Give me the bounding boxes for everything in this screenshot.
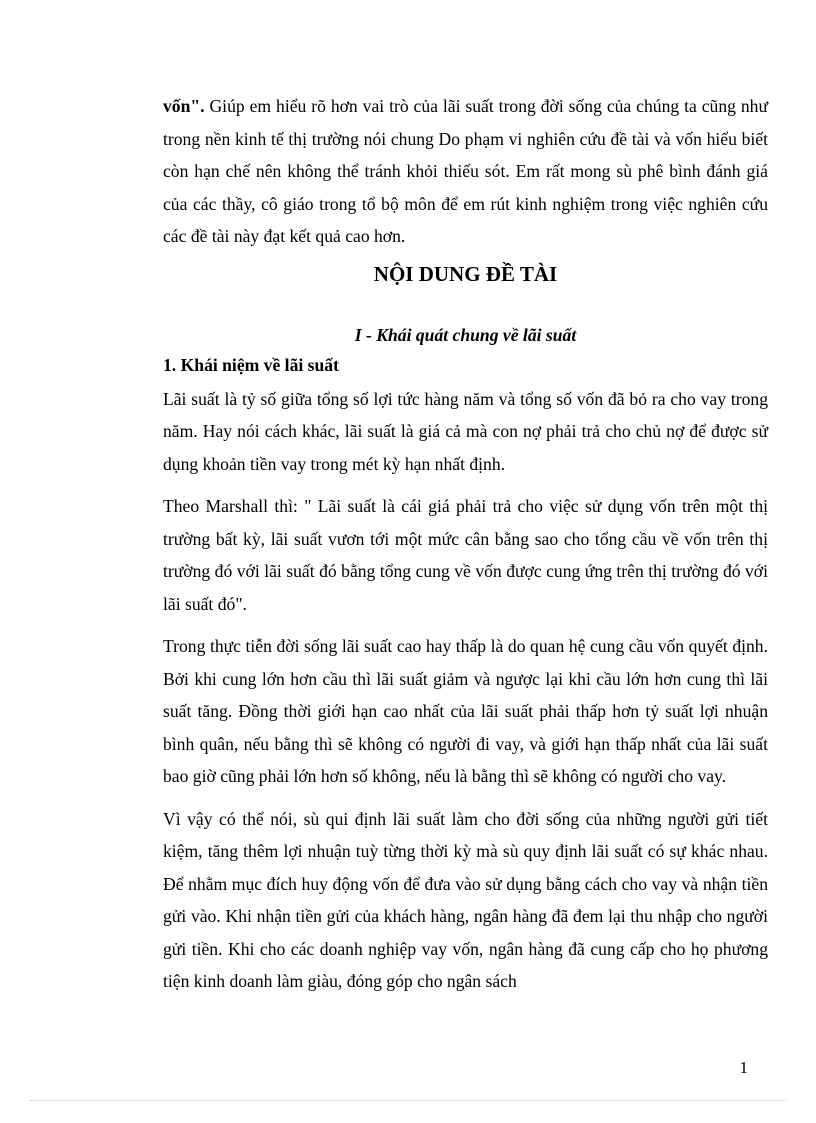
paragraph-definition: Lãi suất là tỷ số giữa tổng số lợi tức hàng năm và tổng số vốn đã bỏ ra cho vay trong năm. Hay nói cách khác, lãi suất là giá cả mà con nợ phải trả cho chủ nợ để được sử dụng khoản tiền vay trong mét kỳ hạn nhất định. <box>163 388 768 474</box>
intro-text: Giúp em hiểu rõ hơn vai trò của lãi suất trong đời sống của chúng ta cũng như trong nền kinh tế thị trường nói chung Do phạm vi nghiên cứu đề tài và vốn hiểu biết còn hạn chế nên không thể tránh khỏi thiếu sót. Em rất mong sù phê bình đánh giá của các thầy, cô giáo trong tổ bộ môn để em rút kinh nghiệm trong việc nghiên cứu các đề tài này đạt kết quả cao hơn. <box>163 96 768 246</box>
intro-paragraph <box>163 90 768 253</box>
intro-bold-lead: vốn". <box>163 96 205 116</box>
paragraph-marshall: Theo Marshall thì: " Lãi suất là cái giá phải trả cho việc sử dụng vốn trên một thị trường bất kỳ, lãi suất vươn tới một mức cân bằng sao cho tổng cầu về vốn trên thị trường đó với lãi suất đó bằng tổng cung về vốn được cung ứng trên thị trường đó với lãi suất đó". <box>163 496 768 614</box>
paragraph-regulation: Vì vậy có thể nói, sù qui định lãi suất làm cho đời sống của những người gửi tiết kiệm, tăng thêm lợi nhuận tuỳ từng thời kỳ mà sù quy định lãi suất có sự khác nhau. Để nhằm mục đích huy động vốn để đưa vào sử dụng bằng cách cho vay và nhận tiền gửi vào. Khi nhận tiền gửi của khách hàng, ngân hàng đã đem lại thu nhập cho người gửi tiền. Khi cho các doanh nghiệp vay vốn, ngân hàng đã cung cấp cho họ phương tiện kinh doanh làm giàu, đóng góp cho ngân sách <box>163 808 768 991</box>
page-bottom-divider <box>30 1100 786 1101</box>
main-heading: NỘI DUNG ĐỀ TÀI <box>373 261 558 286</box>
page-number: 1 <box>739 1058 748 1077</box>
subsection-heading: 1. Khái niệm về lãi suất <box>163 354 339 375</box>
paragraph-supply-demand: Trong thực tiễn đời sống lãi suất cao hay thấp là do quan hệ cung cầu vốn quyết định. Bởi khi cung lớn hơn cầu thì lãi suất giảm và ngược lại khi cầu lớn hơn cung thì lãi suất tăng. Đồng thời giới hạn cao nhất của lãi suất phải thấp hơn tỷ suất lợi nhuận bình quân, nếu bằng thì sẽ không có người đi vay, và giới hạn thấp nhất của lãi suất bao giờ cũng phải lớn hơn số không, nếu là bằng thì sẽ không có người cho vay. <box>163 636 768 786</box>
page-content <box>163 90 768 998</box>
section-heading: I - Khái quát chung về lãi suất <box>354 324 577 345</box>
